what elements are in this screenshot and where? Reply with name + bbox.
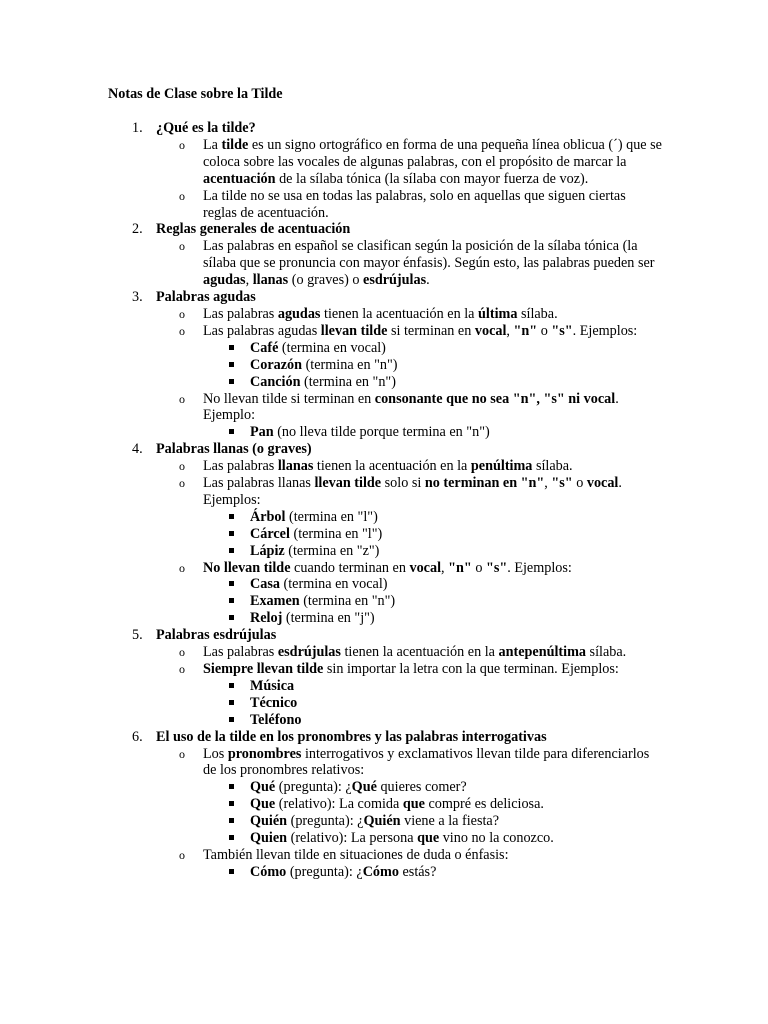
bullet-text-run: sílaba. [586, 644, 627, 661]
example-item [250, 712, 663, 729]
bullet-text [203, 847, 509, 863]
bullet-item [156, 391, 663, 442]
bullet-text-run: . Ejemplo: [203, 390, 619, 424]
example-item [250, 695, 663, 712]
bullet-item [156, 847, 663, 881]
example-text-bold-run: que [402, 796, 425, 813]
bullet-item [156, 323, 663, 391]
bullet-text-bold-run: llanas [252, 272, 289, 289]
example-text-run: quieres comer? [376, 779, 467, 796]
example-item [250, 543, 663, 560]
square-bullet-icon [229, 869, 234, 874]
bullet-text-run: cuando terminan en [290, 559, 410, 576]
section-item [0, 120, 768, 221]
bullet-text-bold-run: llevan tilde [320, 322, 388, 339]
square-bullet-icon [229, 784, 234, 789]
example-text-run: (termina en vocal) [279, 576, 388, 593]
example-list [203, 576, 663, 627]
example-text-bold-run: Cómo [250, 863, 287, 880]
example-text-run: compré es deliciosa. [424, 796, 544, 813]
bullet-text [203, 323, 637, 339]
example-text-run: (pregunta): ¿ [286, 863, 363, 880]
bullet-marker: o [179, 391, 185, 406]
bullet-text-run: (o graves) o [288, 272, 364, 289]
square-bullet-icon [229, 615, 234, 620]
bullet-item [156, 475, 663, 560]
bullet-text-run: Las palabras [203, 644, 278, 661]
square-bullet-icon [229, 531, 234, 536]
bullet-text-bold-run: esdrújulas [363, 272, 427, 289]
example-text-bold-run: Que [250, 796, 276, 813]
example-text-run: (termina en vocal) [278, 339, 386, 356]
example-text-run: (termina en "l") [285, 508, 378, 525]
bullet-text-run: sílaba. [532, 458, 573, 475]
example-list [203, 678, 663, 729]
bullet-text [203, 306, 558, 322]
square-bullet-icon [229, 362, 234, 367]
bullet-text-run: si terminan en [387, 322, 475, 339]
example-item [250, 610, 663, 627]
square-bullet-icon [229, 581, 234, 586]
section-heading: El uso de la tilde en los pronombres y las palabras interrogativas [156, 728, 547, 745]
bullet-text-run: , [441, 559, 449, 576]
bullet-item [156, 661, 663, 729]
example-text-bold-run: Canción [250, 373, 301, 390]
example-text-bold-run: Qué [351, 779, 377, 796]
example-item [250, 509, 663, 526]
example-text-bold-run: Café [250, 339, 279, 356]
bullet-item [156, 746, 663, 847]
example-text-run: viene a la fiesta? [400, 813, 500, 830]
example-text-run: vino no la conozco. [439, 830, 554, 847]
bullet-text-run: La tilde no se usa en todas las palabras, solo en aquellas que siguen ciertas reglas de acentuación. [203, 187, 626, 221]
example-text-run: (termina en "j") [282, 610, 375, 627]
example-text-bold-run: Qué [250, 779, 276, 796]
bullet-list [156, 458, 768, 627]
square-bullet-icon [229, 717, 234, 722]
bullet-text [203, 644, 626, 660]
example-text-bold-run: Quién [250, 813, 288, 830]
bullet-text-bold-run: pronombres [227, 745, 302, 762]
bullet-text-run: . Ejemplos: [203, 475, 622, 508]
example-text-bold-run: Árbol [250, 508, 286, 525]
example-text-run: (termina en "z") [284, 542, 380, 559]
bullet-text-run: Los [203, 745, 228, 762]
bullet-text-bold-run: "n" [513, 322, 538, 339]
example-text-bold-run: Pan [250, 424, 274, 441]
bullet-text-run: Las palabras [203, 458, 278, 475]
bullet-text-run: Las palabras agudas [203, 322, 321, 339]
example-item [250, 678, 663, 695]
bullet-text-run: También llevan tilde en situaciones de duda o énfasis: [203, 846, 509, 863]
bullet-text-run: No llevan tilde si terminan en [203, 390, 375, 407]
bullet-text-bold-run: "s" [551, 322, 573, 339]
bullet-text-bold-run: Siempre llevan tilde [203, 661, 324, 677]
bullet-text-run: , [245, 272, 253, 289]
section-number: 5. [132, 627, 143, 644]
bullet-text-run: sílaba. [517, 305, 558, 322]
example-item [250, 864, 663, 881]
square-bullet-icon [229, 429, 234, 434]
bullet-list [156, 238, 768, 289]
section-heading: Reglas generales de acentuación [156, 221, 351, 238]
example-text-bold-run: Casa [250, 576, 280, 593]
bullet-text-bold-run: "s" [551, 475, 573, 492]
bullet-marker: o [179, 560, 185, 575]
section-number: 4. [132, 441, 143, 458]
bullet-item [156, 458, 663, 475]
bullet-text-bold-run: penúltima [470, 458, 533, 475]
bullet-text-run: solo si [381, 475, 425, 492]
bullet-marker: o [179, 137, 185, 152]
square-bullet-icon [229, 835, 234, 840]
section-number: 3. [132, 289, 143, 306]
bullet-marker: o [179, 188, 185, 203]
bullet-text-run: de la sílaba tónica (la sílaba con mayor fuerza de voz). [275, 170, 589, 187]
bullet-text [203, 238, 655, 288]
example-text-run: (termina en "n") [299, 593, 396, 610]
bullet-text-bold-run: "n" [448, 559, 472, 576]
example-text-run: (pregunta): ¿ [275, 779, 352, 796]
bullet-text-run: tienen la acentuación en la [313, 458, 471, 475]
bullet-marker: o [179, 476, 185, 491]
example-item [250, 779, 663, 796]
example-text-run: (relativo): La persona [287, 830, 418, 847]
bullet-item [156, 306, 663, 323]
bullet-text [203, 188, 626, 221]
square-bullet-icon [229, 345, 234, 350]
example-text-run: (no lleva tilde porque termina en "n") [273, 424, 490, 441]
example-text-bold-run: Cómo [362, 863, 399, 880]
example-item [250, 424, 663, 441]
bullet-item [156, 188, 663, 222]
section-heading: Palabras esdrújulas [156, 627, 277, 644]
bullet-text-run: , [544, 475, 552, 492]
bullet-marker: o [179, 239, 185, 254]
bullet-marker: o [179, 306, 185, 321]
bullet-list [156, 306, 768, 441]
bullet-text-run: o [572, 475, 587, 492]
bullet-text-run: . Ejemplos: [507, 559, 572, 576]
example-text-run: (termina en "n") [300, 373, 396, 390]
bullet-text-bold-run: vocal [409, 559, 442, 576]
square-bullet-icon [229, 379, 234, 384]
bullet-text-bold-run: no terminan en "n" [424, 475, 545, 492]
bullet-text-run: es un signo ortográfico en forma de una pequeña línea oblicua (´) que se coloca sobre las vocales de algunas palabras, con el propósito de marcar la [203, 136, 662, 170]
bullet-text-bold-run: última [478, 305, 518, 322]
example-text-run: estás? [398, 863, 437, 880]
bullet-text-bold-run: vocal [586, 475, 619, 492]
bullet-text-run: interrogativos y exclamativos llevan tilde para diferenciarlos de los pronombres relativos: [203, 745, 650, 779]
bullet-text [203, 137, 662, 187]
bullet-text-bold-run: tilde [221, 136, 249, 153]
bullet-text-run: . [426, 272, 430, 289]
example-text-bold-run: Quien [250, 830, 288, 847]
example-item [250, 340, 663, 357]
bullet-text-bold-run: antepenúltima [498, 644, 586, 661]
section-heading: Palabras agudas [156, 289, 256, 306]
bullet-item [156, 137, 663, 188]
bullet-text-bold-run: llanas [277, 458, 314, 475]
example-item [250, 830, 663, 847]
section-heading: Palabras llanas (o graves) [156, 441, 312, 458]
bullet-text [203, 458, 573, 474]
section-number: 2. [132, 221, 143, 238]
bullet-marker: o [179, 847, 185, 862]
section-item [0, 441, 768, 627]
section-item [0, 289, 768, 441]
example-text-bold-run: que [417, 830, 440, 847]
example-text-run: (termina en "n") [302, 356, 398, 373]
example-item [250, 357, 663, 374]
section-item [0, 221, 768, 289]
bullet-item [156, 644, 663, 661]
bullet-text-bold-run: acentuación [203, 170, 276, 187]
example-list [203, 779, 663, 847]
example-list [203, 509, 663, 560]
bullet-marker: o [179, 459, 185, 474]
square-bullet-icon [229, 683, 234, 688]
bullet-text [203, 475, 622, 508]
bullet-item [156, 238, 663, 289]
bullet-list [156, 137, 768, 222]
example-text-bold-run: Teléfono [250, 711, 302, 728]
square-bullet-icon [229, 514, 234, 519]
bullet-text-run: , [506, 322, 514, 339]
example-item [250, 374, 663, 391]
square-bullet-icon [229, 700, 234, 705]
example-text-bold-run: Cárcel [250, 525, 290, 542]
square-bullet-icon [229, 548, 234, 553]
example-item [250, 526, 663, 543]
bullet-text [203, 391, 619, 424]
bullet-text [203, 746, 649, 779]
example-item [250, 593, 663, 610]
example-list [203, 340, 663, 391]
bullet-marker: o [179, 645, 185, 660]
bullet-list [156, 644, 768, 729]
example-list [203, 424, 663, 441]
bullet-list [156, 746, 768, 881]
example-item [250, 813, 663, 830]
bullet-text-run: o [537, 322, 552, 339]
bullet-text-run: Las palabras [203, 305, 278, 322]
bullet-item [156, 560, 663, 628]
bullet-text-bold-run: "s" [485, 559, 508, 576]
example-text-bold-run: Corazón [250, 356, 303, 373]
section-number: 1. [132, 120, 143, 136]
bullet-text-run: . Ejemplos: [572, 322, 638, 339]
bullet-text [203, 661, 619, 677]
section-heading: ¿Qué es la tilde? [156, 120, 256, 136]
section-list [0, 120, 768, 881]
bullet-text-run: tienen la acentuación en la [340, 644, 499, 661]
bullet-text-run: La [203, 136, 222, 153]
square-bullet-icon [229, 598, 234, 603]
example-text-bold-run: Lápiz [250, 542, 285, 559]
example-text-bold-run: Técnico [250, 694, 298, 711]
bullet-text-run: tienen la acentuación en la [320, 305, 479, 322]
bullet-text-run: Las palabras en español se clasifican según la posición de la sílaba tónica (la sílaba que se pronuncia con mayor énfasis). Según esto, las palabras pueden ser [203, 238, 655, 272]
square-bullet-icon [229, 801, 234, 806]
bullet-marker: o [179, 323, 185, 338]
example-text-run: (pregunta): ¿ [287, 813, 364, 830]
bullet-text-bold-run: No llevan tilde [203, 559, 291, 576]
bullet-text-bold-run: agudas [203, 272, 246, 289]
example-item [250, 796, 663, 813]
document-title: Notas de Clase sobre la Tilde [108, 86, 283, 102]
bullet-text-bold-run: agudas [277, 305, 321, 322]
bullet-text-run: Las palabras llanas [203, 475, 315, 492]
example-text-bold-run: Reloj [250, 610, 283, 627]
example-list [203, 864, 663, 881]
example-item [250, 576, 663, 593]
bullet-marker: o [179, 746, 185, 761]
bullet-text-run: sin importar la letra con la que terminan. Ejemplos: [323, 661, 619, 677]
bullet-marker: o [179, 662, 185, 676]
square-bullet-icon [229, 818, 234, 823]
bullet-text-run: o [471, 559, 486, 576]
example-text-bold-run: Examen [250, 593, 300, 610]
bullet-text-bold-run: esdrújulas [277, 644, 341, 661]
example-text-run: (relativo): La comida [275, 796, 403, 813]
example-text-bold-run: Quién [363, 813, 401, 830]
section-number: 6. [132, 728, 143, 745]
bullet-text-bold-run: consonante que no sea "n", "s" ni vocal [374, 390, 616, 407]
bullet-text-bold-run: llevan tilde [314, 475, 382, 492]
example-text-bold-run: Música [250, 677, 295, 694]
section-item [0, 729, 768, 881]
section-item [0, 627, 768, 728]
bullet-text-bold-run: vocal [474, 322, 507, 339]
example-text-run: (termina en "l") [289, 525, 383, 542]
bullet-text [203, 560, 572, 576]
